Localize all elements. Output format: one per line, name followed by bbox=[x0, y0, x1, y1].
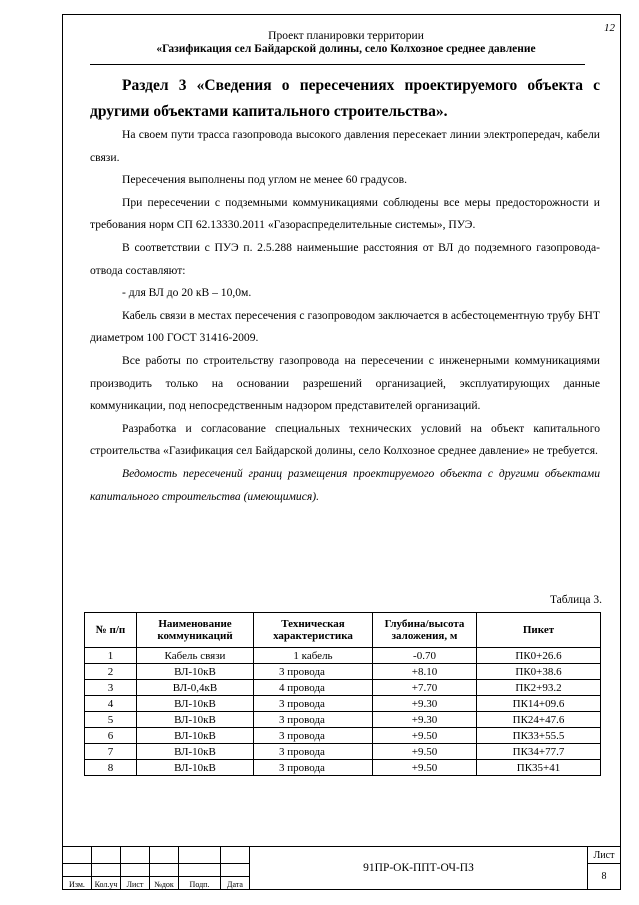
stamp-cell bbox=[221, 847, 250, 864]
cell-characteristic: 3 провода bbox=[254, 744, 373, 760]
paragraph: Пересечения выполнены под углом не менее 60 градусов. bbox=[122, 173, 408, 187]
stamp-col-podp: Подп. bbox=[179, 877, 221, 890]
stamp-cell bbox=[150, 864, 179, 877]
cell-picket: ПК14+09.6 bbox=[477, 696, 601, 712]
stamp-cell bbox=[92, 864, 121, 877]
cell-number: 8 bbox=[85, 760, 137, 776]
table-caption: Таблица 3. bbox=[549, 594, 602, 606]
table-row bbox=[85, 760, 601, 776]
stamp-cell bbox=[63, 864, 92, 877]
header-cell-picket: Пикет bbox=[477, 613, 601, 648]
cell-number: 5 bbox=[85, 712, 137, 728]
table-row bbox=[85, 712, 601, 728]
cell-number: 1 bbox=[85, 648, 137, 664]
cell-depth: -0.70 bbox=[373, 648, 477, 664]
cell-characteristic: 1 кабель bbox=[254, 648, 373, 664]
cell-depth: +7.70 bbox=[373, 680, 477, 696]
cell-number: 3 bbox=[85, 680, 137, 696]
header-cell-depth: Глубина/высота заложения, м bbox=[373, 613, 477, 648]
header-title-line1: Проект планировки территории bbox=[268, 30, 424, 42]
header-divider bbox=[90, 64, 585, 65]
cell-characteristic: 4 провода bbox=[254, 680, 373, 696]
header-title-line2: «Газификация сел Байдарской долины, село Колхозное среднее давление bbox=[156, 43, 536, 55]
cell-number: 6 bbox=[85, 728, 137, 744]
table-row bbox=[85, 744, 601, 760]
cell-picket: ПК0+26.6 bbox=[477, 648, 601, 664]
cell-depth: +9.30 bbox=[373, 696, 477, 712]
table-row bbox=[85, 648, 601, 664]
page-number-top: 12 bbox=[604, 22, 615, 34]
cell-picket: ПК35+41 bbox=[477, 760, 601, 776]
body-text bbox=[90, 124, 600, 508]
stamp-cell bbox=[121, 847, 150, 864]
cell-depth: +9.50 bbox=[373, 728, 477, 744]
cell-picket: ПК0+38.6 bbox=[477, 664, 601, 680]
stamp-cell bbox=[179, 847, 221, 864]
table-row bbox=[85, 696, 601, 712]
paragraph: При пересечении с подземными коммуникациями соблюдены все меры предосторожности и требования норм СП 62.13330.2011 «Газораспределительные системы», ПУЭ. bbox=[90, 195, 600, 232]
table-header-row bbox=[85, 613, 601, 648]
stamp-cell bbox=[92, 847, 121, 864]
stamp-cell bbox=[63, 847, 92, 864]
cell-name: ВЛ-10кВ bbox=[137, 728, 254, 744]
cell-name: Кабель связи bbox=[137, 648, 254, 664]
cell-name: ВЛ-10кВ bbox=[137, 664, 254, 680]
cell-characteristic: 3 провода bbox=[254, 728, 373, 744]
cell-picket: ПК24+47.6 bbox=[477, 712, 601, 728]
stamp-cell bbox=[121, 864, 150, 877]
cell-name: ВЛ-10кВ bbox=[137, 712, 254, 728]
crossings-table bbox=[84, 612, 601, 776]
table-row bbox=[85, 728, 601, 744]
paragraph: Кабель связи в местах пересечения с газопроводом заключается в асбестоцементную трубу БНТ диаметром 100 ГОСТ 31416-2009. bbox=[90, 308, 600, 345]
document-code: 91ПР-ОК-ППТ-ОЧ-ПЗ bbox=[250, 847, 588, 890]
stamp-cell bbox=[179, 864, 221, 877]
cell-name: ВЛ-10кВ bbox=[137, 696, 254, 712]
stamp-cell bbox=[221, 864, 250, 877]
stamp-col-list: Лист bbox=[121, 877, 150, 890]
paragraph: - для ВЛ до 20 кВ – 10,0м. bbox=[122, 286, 252, 300]
cell-picket: ПК2+93.2 bbox=[477, 680, 601, 696]
stamp-col-izm: Изм. bbox=[63, 877, 92, 890]
cell-number: 2 bbox=[85, 664, 137, 680]
table-row bbox=[85, 664, 601, 680]
stamp-col-data: Дата bbox=[221, 877, 250, 890]
cell-characteristic: 3 провода bbox=[254, 712, 373, 728]
sheet-number: 8 bbox=[588, 864, 621, 890]
table-row bbox=[85, 680, 601, 696]
title-block-stamp bbox=[62, 846, 621, 890]
cell-characteristic: 3 провода bbox=[254, 664, 373, 680]
cell-characteristic: 3 провода bbox=[254, 760, 373, 776]
cell-depth: +8.10 bbox=[373, 664, 477, 680]
cell-picket: ПК34+77.7 bbox=[477, 744, 601, 760]
stamp-col-ndok: №док bbox=[150, 877, 179, 890]
cell-depth: +9.30 bbox=[373, 712, 477, 728]
paragraph: На своем пути трасса газопровода высокого давления пересекает линии электропередач, кабели связи. bbox=[90, 128, 600, 164]
cell-depth: +9.50 bbox=[373, 744, 477, 760]
table-intro-paragraph: Ведомость пересечений границ размещения проектируемого объекта с другими объектами капитального строительства (имеющимися). bbox=[90, 466, 600, 503]
paragraph: В соответствии с ПУЭ п. 2.5.288 наименьшие расстояния от ВЛ до подземного газопровода-отвода составляют: bbox=[90, 240, 600, 277]
paragraph: Разработка и согласование специальных технических условий на объект капитального строительства «Газификация сел Байдарской долины, село Колхозное среднее давление» не требуется. bbox=[90, 421, 600, 458]
header-cell-name: Наименование коммуникаций bbox=[137, 613, 254, 648]
cell-name: ВЛ-10кВ bbox=[137, 744, 254, 760]
header-cell-number: № п/п bbox=[85, 613, 137, 648]
cell-characteristic: 3 провода bbox=[254, 696, 373, 712]
cell-picket: ПК33+55.5 bbox=[477, 728, 601, 744]
cell-name: ВЛ-0,4кВ bbox=[137, 680, 254, 696]
sheet-label: Лист bbox=[588, 847, 621, 864]
cell-name: ВЛ-10кВ bbox=[137, 760, 254, 776]
cell-number: 7 bbox=[85, 744, 137, 760]
stamp-cell bbox=[150, 847, 179, 864]
cell-number: 4 bbox=[85, 696, 137, 712]
paragraph: Все работы по строительству газопровода на пересечении с инженерными коммуникациями производить только на основании разрешений организацией, эксплуатирующих данные коммуникации, под непосредственным надзором представителей организаций. bbox=[90, 353, 600, 413]
stamp-col-koluch: Кол.уч bbox=[92, 877, 121, 890]
header-cell-characteristic: Техническая характеристика bbox=[254, 613, 373, 648]
section-title: Раздел 3 «Сведения о пересечениях проектируемого объекта с другими объектами капитального строительства». bbox=[90, 77, 600, 120]
cell-depth: +9.50 bbox=[373, 760, 477, 776]
